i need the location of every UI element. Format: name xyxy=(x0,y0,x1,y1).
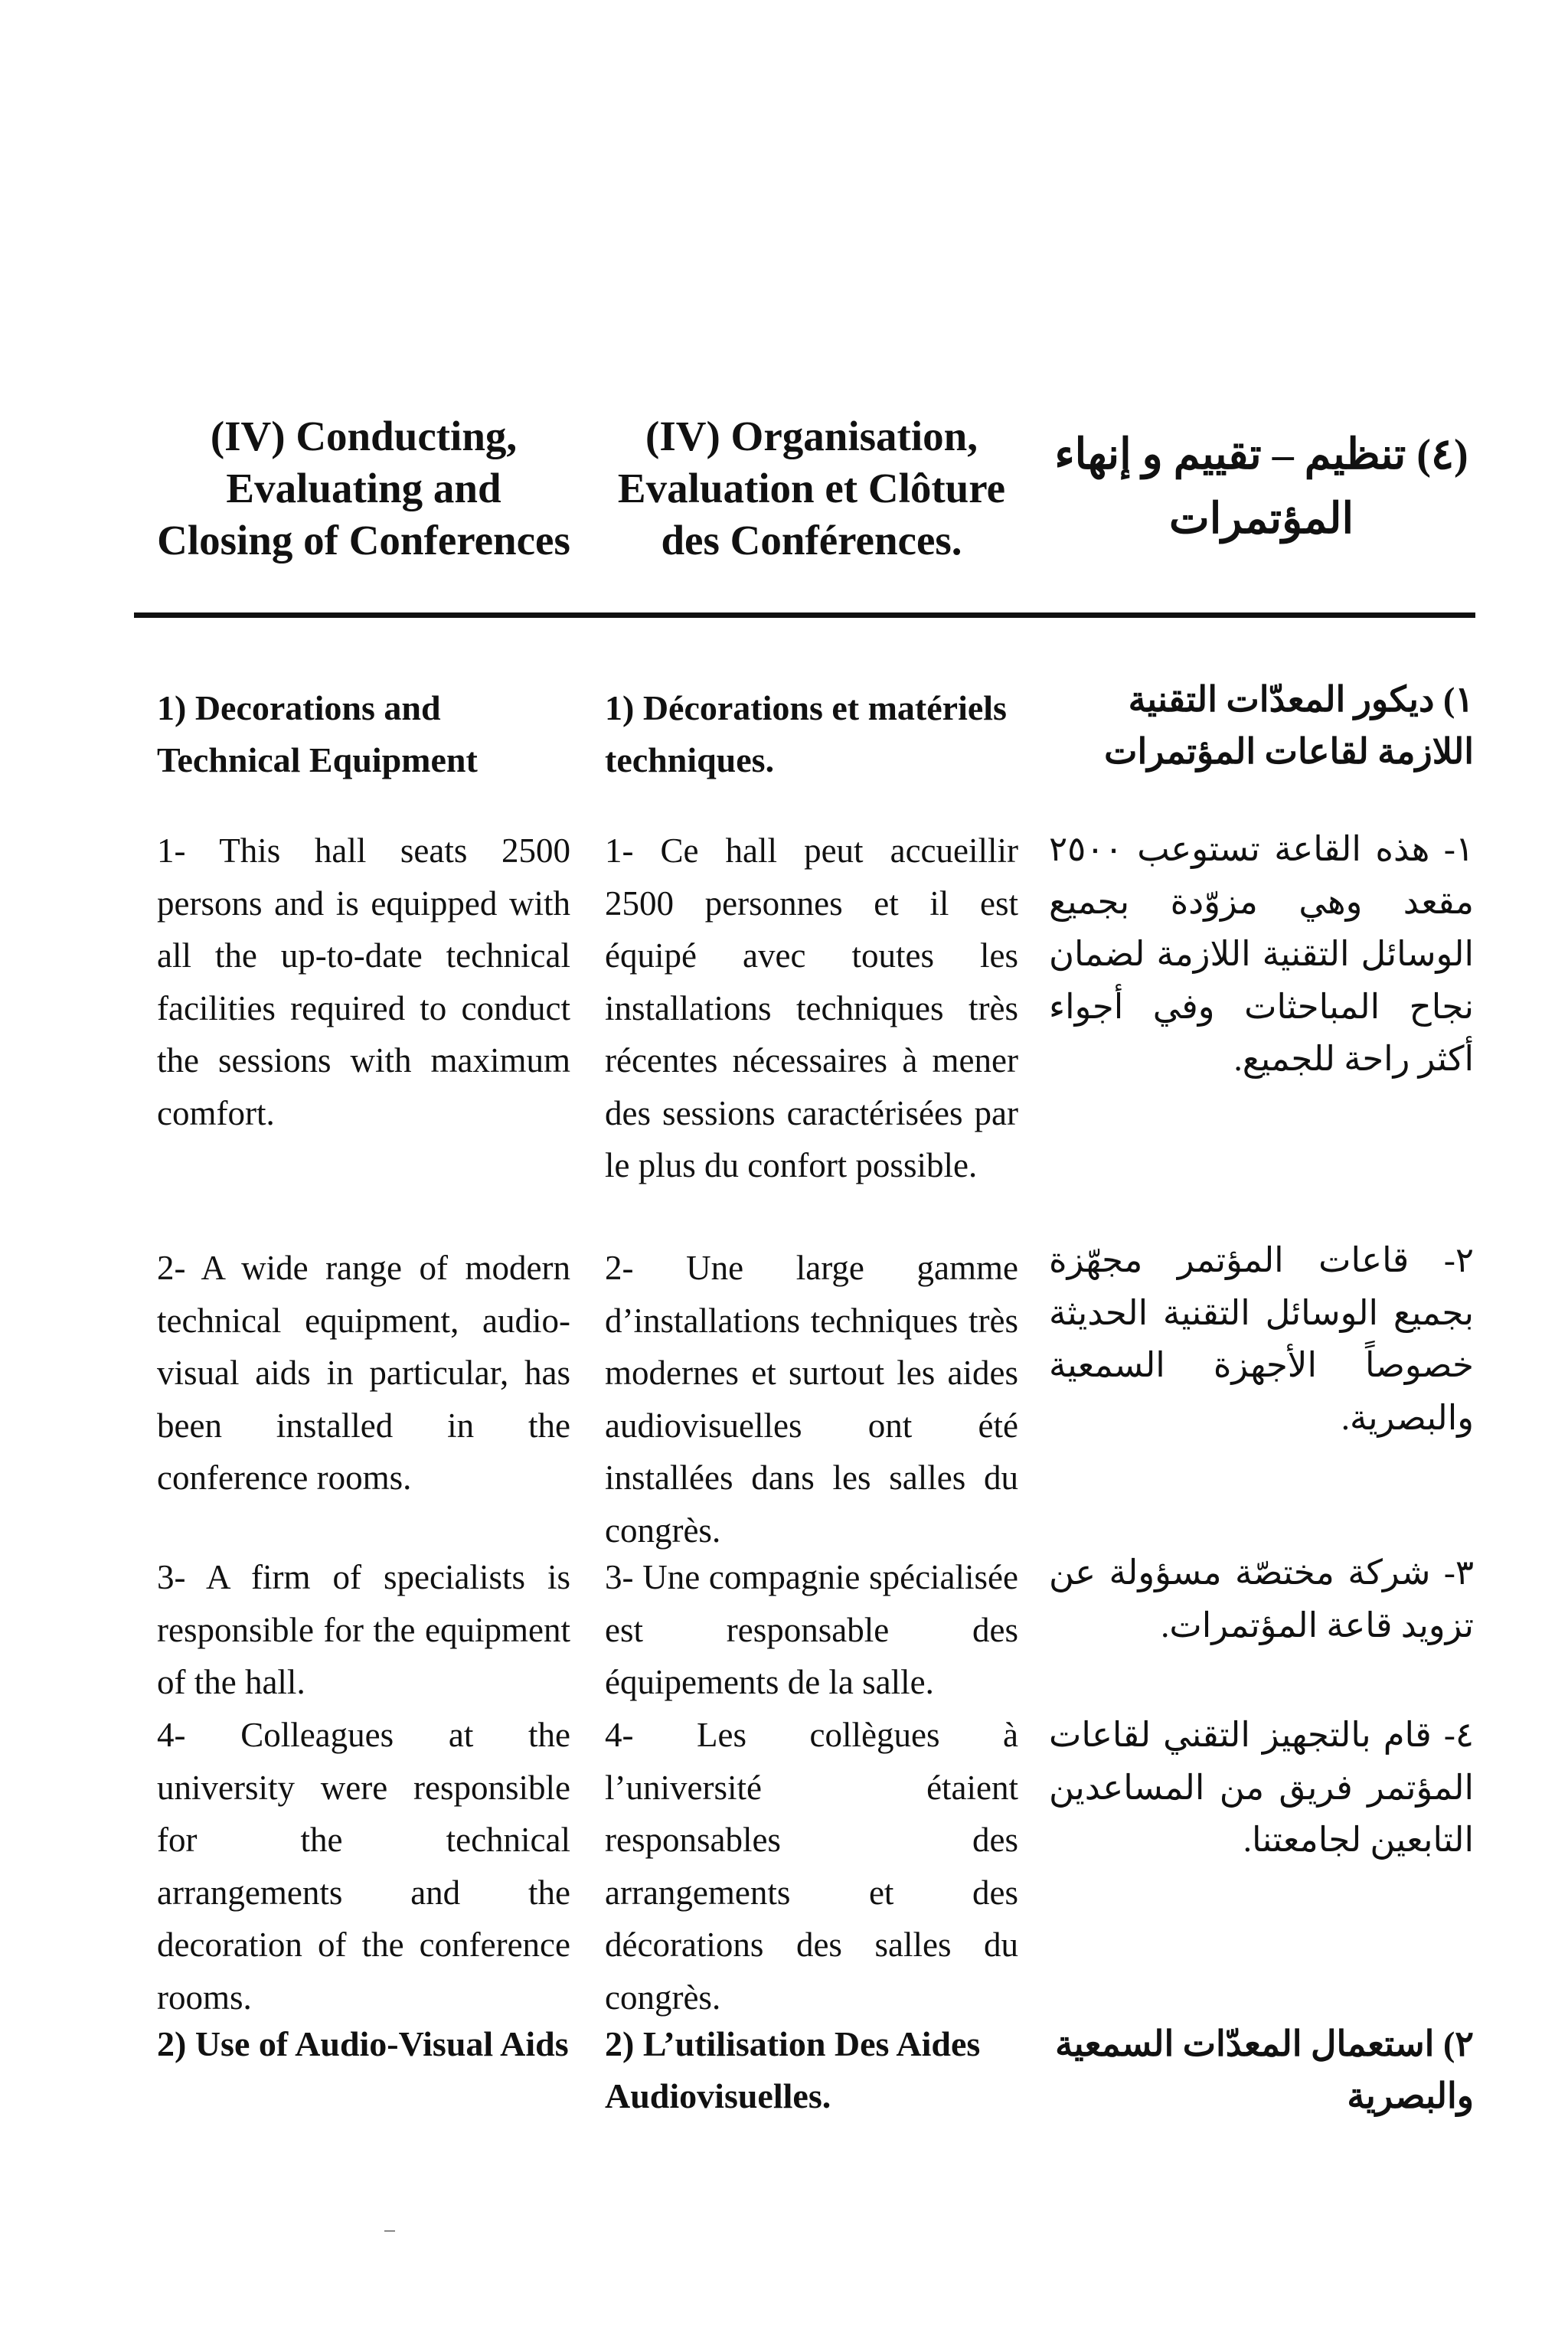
section-2-title-english: 2) Use of Audio-Visual Aids xyxy=(157,2024,569,2063)
item-3-french: 3- Une compagnie spécialisée est responsable des équipements de la salle. xyxy=(605,1558,1018,1701)
item-1-arabic: ١- هذه القاعة تستوعب ٢٥٠٠ مقعد وهي مزوّدة بجميع الوسائل التقنية اللازمة لضمان نجاح المباحثات وفي أجواء أكثر راحة للجميع. xyxy=(1049,830,1474,1078)
item-1-english: 1- This hall seats 2500 persons and is equipped with all the up-to-date technical facilities required to conduct the sessions with maximum comfort. xyxy=(157,831,570,1132)
item-3-arabic: ٣- شركة مختصّة مسؤولة عن تزويد قاعة المؤتمرات. xyxy=(1049,1553,1474,1645)
section-1-title-english: 1) Decorations and Technical Equipment xyxy=(157,688,478,779)
item-4-french: 4- Les collègues à l’université étaient responsables des arrangements et des décorations des salles du congrès. xyxy=(605,1716,1018,2017)
section-2-title-french: 2) L’utilisation Des Aides Audiovisuelles. xyxy=(605,2024,981,2115)
section-1-title-arabic: ١) ديكور المعدّات التقنية اللازمة لقاعات المؤتمرات xyxy=(1104,680,1474,771)
heading-english: (IV) Conducting, Evaluating and Closing of Conferences xyxy=(157,413,570,563)
item-4-english: 4- Colleagues at the university were responsible for the technical arrangements and the decoration of the conference rooms. xyxy=(157,1716,570,2017)
heading-divider xyxy=(134,612,1475,618)
heading-arabic: (٤) تنظيم – تقييم و إنهاء المؤتمرات xyxy=(1054,431,1468,543)
section-2-title-arabic: ٢) استعمال المعدّات السمعية والبصرية xyxy=(1055,2024,1474,2115)
item-2-french: 2- Une large gamme d’installations techniques très modernes et surtout les aides audiovisuelles ont été installées dans les salles du congrès. xyxy=(605,1249,1018,1550)
section-1-title-french: 1) Décorations et matériels techniques. xyxy=(605,688,1007,779)
heading-french: (IV) Organisation, Evaluation et Clôture des Conférences. xyxy=(617,413,1006,563)
item-1-french: 1- Ce hall peut accueillir 2500 personnes et il est équipé avec toutes les installations techniques très récentes nécessaires à mener des sessions caractérisées par le plus du confort possible. xyxy=(605,831,1018,1184)
page-mark xyxy=(384,2230,395,2232)
item-3-english: 3- A firm of specialists is responsible for the equipment of the hall. xyxy=(157,1558,570,1701)
item-2-arabic: ٢- قاعات المؤتمر مجهّزة بجميع الوسائل التقنية الحديثة خصوصاً الأجهزة السمعية والبصرية. xyxy=(1049,1241,1474,1437)
item-2-english: 2- A wide range of modern technical equipment, audio-visual aids in particular, has been installed in the conference rooms. xyxy=(157,1249,570,1497)
item-4-arabic: ٤- قام بالتجهيز التقني لقاعات المؤتمر فريق من المساعدين التابعين لجامعتنا. xyxy=(1049,1716,1474,1859)
